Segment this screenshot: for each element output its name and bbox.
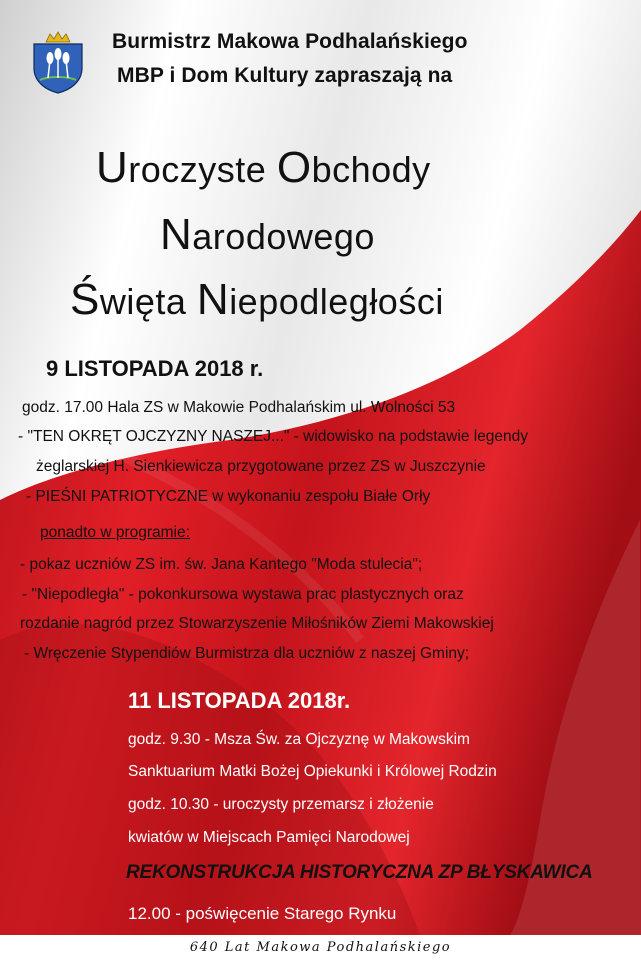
day2-date: 11 LISTOPADA 2018r. bbox=[128, 688, 351, 713]
day1-program-heading: ponadto w programie: bbox=[40, 524, 190, 541]
title-small-caps: bchody bbox=[311, 149, 431, 190]
title-small-caps: arodowego bbox=[192, 216, 375, 257]
day2-line: Sanktuarium Matki Bożej Opiekunki i Królowej Rodzin bbox=[128, 763, 497, 780]
day1-line: - PIEŚNI PATRIOTYCZNE w wykonaniu zespołu Białe Orły bbox=[26, 488, 431, 505]
day2-line: kwiatów w Miejscach Pamięci Narodowej bbox=[128, 829, 410, 846]
header-invitation: MBP i Dom Kultury zapraszają na bbox=[117, 64, 453, 87]
title-line-1 bbox=[96, 143, 431, 193]
title-line-2 bbox=[160, 210, 375, 260]
day2-line-last: 12.00 - poświęcenie Starego Rynku bbox=[128, 904, 397, 923]
title-small-caps: roczyste bbox=[128, 149, 277, 190]
day1-line: żeglarskiej H. Sienkiewicza przygotowane przez ZS w Juszczynie bbox=[36, 458, 486, 475]
header-organizer: Burmistrz Makowa Podhalańskiego bbox=[112, 30, 468, 53]
title-cap: Ś bbox=[70, 275, 100, 324]
day1-line: - "Niepodległa" - pokonkursowa wystawa prac plastycznych oraz bbox=[22, 586, 464, 603]
footer-anniversary: 640 Lat Makowa Podhalańskiego bbox=[0, 935, 641, 960]
day2-line: godz. 9.30 - Msza Św. za Ojczyznę w Makowskim bbox=[128, 731, 470, 748]
day1-line: godz. 17.00 Hala ZS w Makowie Podhalańskim ul. Wolności 53 bbox=[22, 399, 456, 416]
title-line-3 bbox=[70, 275, 444, 325]
day2-line: godz. 10.30 - uroczysty przemarsz i złożenie bbox=[128, 796, 434, 813]
day1-date: 9 LISTOPADA 2018 r. bbox=[46, 356, 264, 381]
title-cap: O bbox=[276, 143, 312, 192]
title-cap: N bbox=[160, 210, 193, 259]
day1-line: rozdanie nagród przez Stowarzyszenie Miłośników Ziemi Makowskiej bbox=[20, 615, 494, 632]
title-small-caps: więta bbox=[99, 281, 197, 322]
title-cap: U bbox=[96, 143, 129, 192]
title-small-caps: iepodległości bbox=[229, 281, 444, 322]
day1-line: - Wręczenie Stypendiów Burmistrza dla uczniów z naszej Gminy; bbox=[24, 645, 470, 662]
day1-line: - pokaz uczniów ZS im. św. Jana Kantego "Moda stulecia"; bbox=[20, 556, 423, 573]
reconstruction-highlight: REKONSTRUKCJA HISTORYCZNA ZP BŁYSKAWICA bbox=[126, 862, 593, 883]
coat-of-arms-icon bbox=[30, 28, 86, 94]
day1-line: - "TEN OKRĘT OJCZYZNY NASZEJ..." - widowisko na podstawie legendy bbox=[18, 428, 529, 445]
title-cap: N bbox=[196, 275, 230, 324]
